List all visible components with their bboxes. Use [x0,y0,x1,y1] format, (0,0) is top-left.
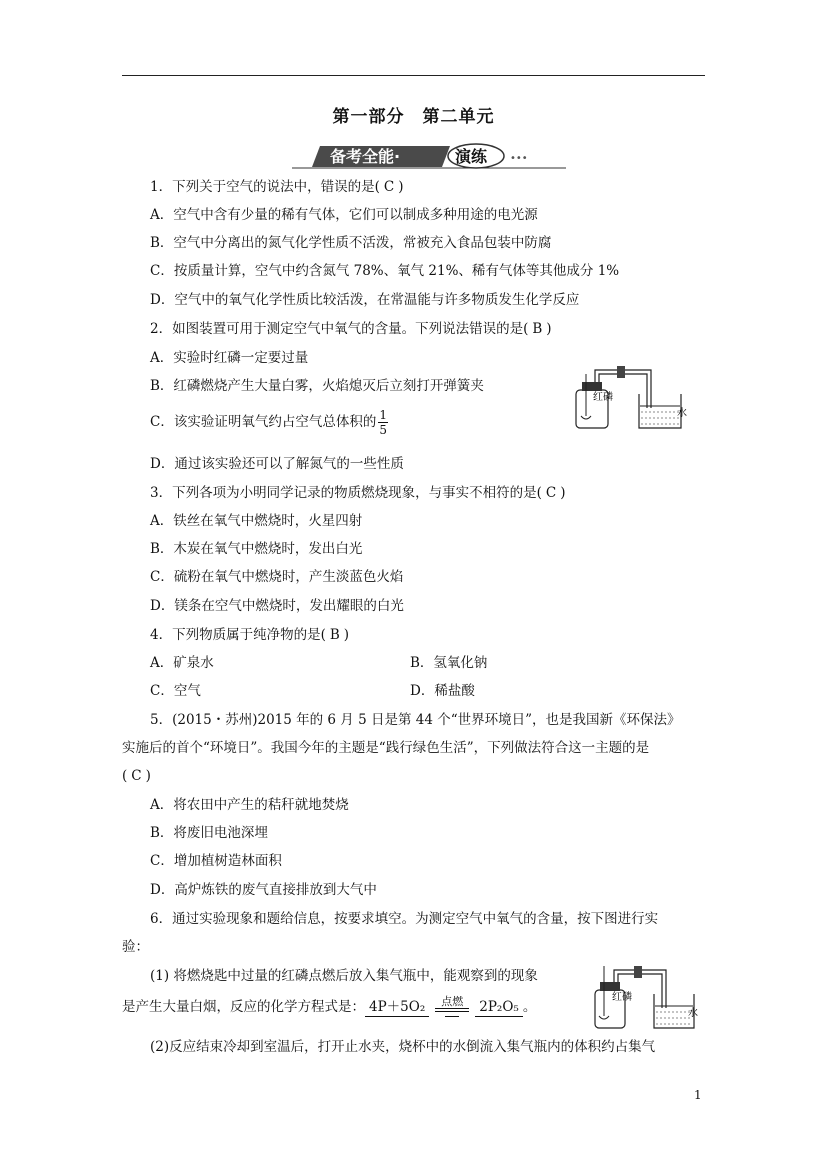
q4-answer: B [329,627,340,643]
equation-left: 4P＋5O₂ [365,998,429,1017]
q2-answer: B [532,321,543,337]
header-rule [122,75,705,76]
label-red-phosphorus-2: 红磷 [612,992,632,1003]
apparatus-diagram-1 [573,360,693,432]
page-number: 1 [694,1088,702,1102]
q4-option-b: B．氢氧化钠 [410,655,488,671]
q5-option-a: A．将农田中产生的秸秆就地焚烧 [150,797,349,813]
equation-condition: 点燃 [435,996,469,1017]
q1-option-d: D．空气中的氧气化学性质比较活泼，在常温能与许多物质发生化学反应 [150,292,580,308]
q1-option-c: C．按质量计算，空气中约含氮气 78%、氧气 21%、稀有气体等其他成分 1% [150,263,620,279]
q2-stem: 2．如图装置可用于测定空气中氧气的含量。下列说法错误的是( B ) [150,321,552,337]
q6-stem-line2: 验： [122,939,149,955]
banner-text-1: 备考全能· [330,147,401,166]
apparatus-diagram-2 [590,962,706,1032]
q1-answer: C [383,179,395,195]
q5-answer: C [131,768,142,784]
q5-option-d: D．高炉炼铁的废气直接排放到大气中 [150,882,377,898]
q2-option-b: B．红磷燃烧产生大量白雾，火焰熄灭后立刻打开弹簧夹 [150,378,484,394]
q5-stem-line3: ( C ) [122,768,151,784]
q4-option-a: A．矿泉水 [150,655,214,671]
q2-option-c: C．该实验证明氧气约占空气总体积的 $\frac{1}{5}$ [150,408,387,437]
q3-option-d: D．镁条在空气中燃烧时，发出耀眼的白光 [150,598,404,614]
q2-option-a: A．实验时红磷一定要过量 [150,350,309,366]
q4-stem: 4．下列物质属于纯净物的是( B ) [150,627,350,643]
q3-option-c: C．硫粉在氧气中燃烧时，产生淡蓝色火焰 [150,569,404,585]
q5-option-c: C．增加植树造林面积 [150,853,282,869]
q3-option-b: B．木炭在氧气中燃烧时，发出白光 [150,541,363,557]
label-water-1: 水 [677,408,687,419]
label-water-2: 水 [688,1008,698,1019]
q5-stem-line1: 5．(2015・苏州)2015 年的 6 月 5 日是第 44 个“世界环境日”，也是我国新《环保法》 [150,712,681,728]
q6-part2-line1: (2)反应结束冷却到室温后，打开止水夹，烧杯中的水倒流入集气瓶内的体积约占集气 [150,1039,656,1055]
q6-stem-line1: 6．通过实验现象和题给信息，按要求填空。为测定空气中氧气的含量，按下图进行实 [150,911,659,927]
label-red-phosphorus-1: 红磷 [593,392,613,403]
q1-option-a: A．空气中含有少量的稀有气体，它们可以制成多种用途的电光源 [150,207,538,223]
q4-option-d: D．稀盐酸 [410,683,475,699]
banner-dots: ••• [510,153,528,164]
q1-stem: 1．下列关于空气的说法中，错误的是( C ) [150,179,404,195]
q2-option-d: D．通过该实验还可以了解氮气的一些性质 [150,456,404,472]
q1-option-b: B．空气中分离出的氮气化学性质不活泼，常被充入食品包装中防腐 [150,235,552,251]
page-title: 第一部分 第二单元 [332,107,495,127]
section-banner [290,140,568,170]
q6-part1-line2: 是产生大量白烟，反应的化学方程式是： 4P＋5O₂ 点燃 2P₂O₅ 。 [122,995,537,1015]
q5-option-b: B．将废旧电池深埋 [150,825,268,841]
q4-option-c: C．空气 [150,683,201,699]
q3-stem: 3．下列各项为小明同学记录的物质燃烧现象，与事实不相符的是( C ) [150,485,566,501]
q5-stem-line2: 实施后的首个“环境日”。我国今年的主题是“践行绿色生活”，下列做法符合这一主题的是 [122,740,650,756]
equation-right: 2P₂O₅ [475,998,523,1017]
fraction-one-fifth: $\frac{1}{5}$ [379,408,387,437]
banner-text-2: 演练 [455,147,488,166]
q6-part1-line1: (1) 将燃烧匙中过量的红磷点燃后放入集气瓶中，能观察到的现象 [150,968,538,984]
q3-answer: C [545,485,557,501]
q3-option-a: A．铁丝在氧气中燃烧时，火星四射 [150,513,363,529]
